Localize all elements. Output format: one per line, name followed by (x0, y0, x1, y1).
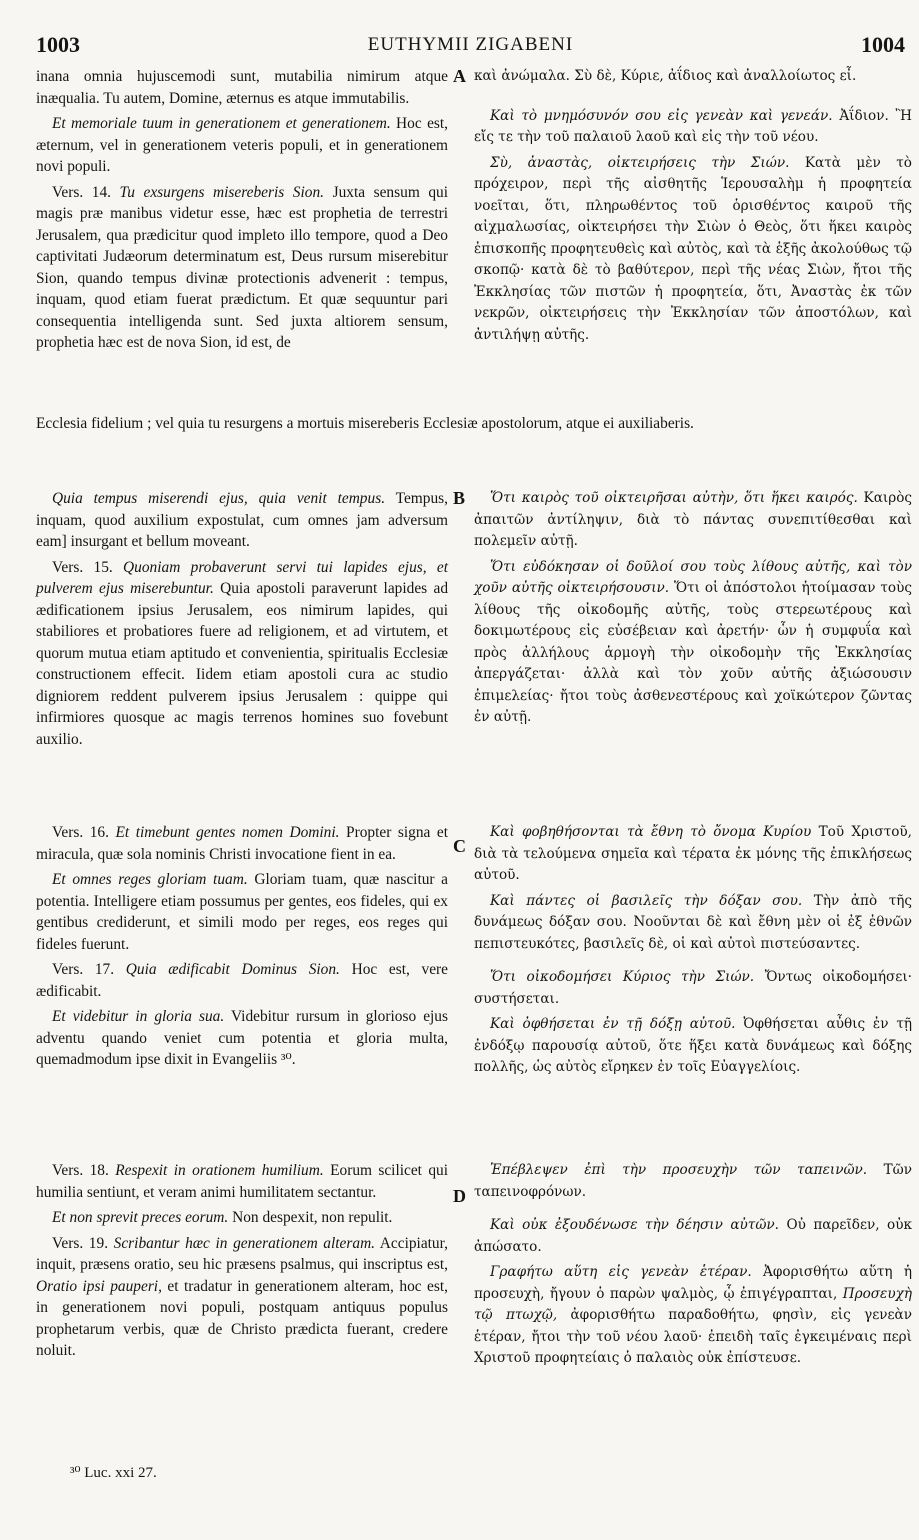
section-marker-d: D (453, 1186, 466, 1206)
latin-verse-14: Vers. 14. Tu exsurgens misereberis Sion. Juxta sensum qui magis præ manibus videtur esse, hæc est prophetia de terrestri Jerusalem, qua prædicitur quod impleto illo tempore, quod a Deo captivitati Judæorum determinatum est, Deus rursum miserebitur Sion, quando tempus divinæ protectionis advenerit : tempus, inquam, quod etiam fuerat prædictum. Et quæ sequuntur pari consequentia intelligenda sunt. Sed juxta altiorem sensum, prophetia hæc est de nova Sion, id est, de (36, 183, 448, 351)
latin-column-d (36, 1160, 448, 1366)
full-width-line: Ecclesia fidelium ; vel quia tu resurgens a mortuis misereberis Ecclesiæ apostolorum, atque ei auxiliaberis. (36, 415, 694, 432)
greek-paragraph: Καὶ οὐκ ἐξουδένωσε τὴν δέησιν αὐτῶν. Οὐ παρεῖδεν, οὐκ ἀπώσατο. (474, 1217, 913, 1255)
greek-paragraph: Καὶ πάντες οἱ βασιλεῖς τὴν δόξαν σου. Τὴν ἀπὸ τῆς δυνάμεως δόξαν σου. Νοοῦνται δὲ καὶ ἔθνη μὲν οἱ ἐξ ἐθνῶν πεπιστευκότες, βασιλεῖς δὲ, οἱ καὶ αὐτοὶ πιστεύσαντες. (474, 892, 912, 952)
greek-paragraph: Ὅτι καιρὸς τοῦ οἰκτειρῆσαι αὐτὴν, ὅτι ἥκει καιρός. Καιρὸς ἀπαιτῶν ἀντίληψιν, διὰ τὸ πάντας συνεπιτίθεσθαι καὶ πολεμεῖν αὐτῇ. (474, 490, 912, 549)
greek-paragraph: Ὅτι οἰκοδομήσει Κύριος τὴν Σιών. Ὄντως οἰκοδομήσει· συστήσεται. (474, 969, 912, 1007)
latin-verse-15: Vers. 15. Quoniam probaverunt servi tui lapides ejus, et pulverem ejus miserebuntur. Quia apostoli paraverunt lapides ad ædificationem ipsius Jerusalem, eos nimirum lapides, qui stabiliores et probatiores fuere ad religionem, et ad virtutem, et quorum mutua etiam aptitudo et convenientia, spiritualis Ecclesiæ constructionem effecit. Iidem etiam apostoli cura ac studio digniorem reddent pulverem ipsius Jerusalem : quippe qui infirmiores quosque ac magis terrenos homines suo fovebunt auxilio. (36, 558, 449, 748)
latin-column-b (36, 488, 448, 754)
greek-paragraph: Γραφήτω αὕτη εἰς γενεὰν ἑτέραν. Ἀφορισθήτω αὕτη ἡ προσευχὴ, ἤγουν ὁ παρὼν ψαλμὸς, ᾧ ἐπιγέγραπται, Προσευχὴ τῷ πτωχῷ, ἀφορισθήτω παραδοθήτω, φησὶν, εἰς γενεὰν ἑτέραν, ἤτοι τὴν τοῦ νέου λαοῦ· ἐπειδὴ ταῖς ἐγκειμέναις περὶ Χριστοῦ προφητείαις ὁ παλαιὸς οὐκ ἐπίστευσε. (474, 1264, 912, 1366)
latin-verse-17: Vers. 17. Quia ædificabit Dominus Sion. Hoc est, vere ædificabit. (36, 961, 448, 1000)
latin-column-a (36, 66, 448, 358)
latin-verse-16: Vers. 16. Et timebunt gentes nomen Domini. Propter signa et miracula, quæ sola nominis Christi invocatione fient in ea. (36, 824, 448, 863)
greek-paragraph: Ὅτι εὐδόκησαν οἱ δοῦλοί σου τοὺς λίθους αὐτῆς, καὶ τὸν χοῦν αὐτῆς οἰκτειρήσουσιν. Ὅτι οἱ ἀπόστολοι ἡτοίμασαν τοὺς λίθους τῆς οἰκοδομῆς αὐτῆς, τοὺς στερεωτέρους καὶ δοκιμωτέρους εἰς εὐσέβειαν καὶ ἀρετήν· ὧν ἡ συμφυΐα καὶ πρὸς ἀλλήλους ἁρμογὴ τὴν οἰκοδομὴν τῆς Ἐκκλησίας ἀπεργάζεται· ἀλλὰ καὶ τὸν χοῦν αὐτῆς ἀξιώσουσιν ἐπιμελείας· ἤτοι τοὺς ἀσθενεστέρους καὶ χοϊκώτερον ζῶντας ἐν αὐτῇ. (474, 558, 912, 725)
footnote: ³⁰ Luc. xxi 27. (70, 1465, 157, 1481)
greek-paragraph: καὶ ἀνώμαλα. Σὺ δὲ, Κύριε, ἀΐδιος καὶ ἀναλλοίωτος εἶ. (474, 68, 857, 84)
greek-column-b (474, 488, 912, 733)
greek-paragraph: Καὶ φοβηθήσονται τὰ ἔθνη τὸ ὄνομα Κυρίου Τοῦ Χριστοῦ, διὰ τὰ τελούμενα σημεῖα καὶ τέρατα ἐκ μόνης τῆς ἐπικλήσεως αὐτοῦ. (474, 824, 912, 883)
latin-verse-18: Vers. 18. Respexit in orationem humilium. Eorum scilicet qui humilia sentiunt, et veram animi humilitatem sectantur. (36, 1162, 448, 1201)
section-marker-b: B (453, 488, 466, 508)
section-marker-a: A (453, 66, 466, 86)
greek-column-a (474, 66, 912, 350)
running-title: EUTHYMII ZIGABENI (367, 34, 574, 55)
greek-paragraph: Ἐπέβλεψεν ἐπὶ τὴν προσευχὴν τῶν ταπεινῶν. Τῶν ταπεινοφρόνων. (474, 1162, 912, 1200)
greek-column-d (474, 1160, 912, 1374)
page-number-left: 1003 (36, 32, 80, 57)
latin-paragraph: Et omnes reges gloriam tuam. Gloriam tuam, quæ nascitur a potentia. Intelligere etiam possumus per gentes, eos fideles, qui ex gentibus crediderunt, et simili modo per reges, eos reges qui fideles fuerunt. (36, 871, 449, 953)
greek-column-c (474, 822, 912, 1083)
running-header (36, 32, 905, 62)
latin-paragraph: Et memoriale tuum in generationem et generationem. Hoc est, æternum, vel in generationem veteris populi, et in generationem novi populi. (36, 115, 449, 175)
greek-paragraph: Σὺ, ἀναστὰς, οἰκτειρήσεις τὴν Σιών. Κατὰ μὲν τὸ πρόχειρον, περὶ τῆς αἰσθητῆς Ἱερουσαλὴμ ἡ προφητεία νοεῖται, ὅτι, πληρωθέντος τοῦ ὁρισθέντος καιροῦ τῆς αἰχμαλωσίας, οἰκτειρήσει τὴν Σιὼν ὁ Θεὸς, ὅτι ἥκει καιρὸς ἐπισκοπῆς προφητευθεὶς καὶ αὐτὸς, καὶ τὰ ἑξῆς ἀκολούθως τῷ σκοπῷ· κατὰ δὲ τὸ βαθύτερον, περὶ τῆς νέας Σιὼν, ἤτοι τῆς Ἐκκλησίας τῶν πιστῶν ἡ προφητεία, ὅτι, Ἀναστὰς ἐκ τῶν νεκρῶν, οἰκτειρήσεις τὴν Ἐκκλησίαν τῶν ἀποστόλων, καὶ ἀντιλήψῃ αὐτῆς. (474, 154, 912, 343)
section-marker-c: C (453, 836, 466, 856)
latin-verse-19: Vers. 19. Scribantur hæc in generationem alteram. Accipiatur, inquit, præsens oratio, seu hic præsens psalmus, qui inscriptus est, Oratio ipsi pauperi, et tradatur in generationem alteram, hoc est, in generationem novi populi, postquam antiquus populus prophetarum verbis, quæ de Christo prædicta fuerant, credere noluit. (36, 1234, 448, 1359)
greek-paragraph: Καὶ ὀφθήσεται ἐν τῇ δόξῃ αὐτοῦ. Ὀφθήσεται αὖθις ἐν τῇ ἐνδόξῳ παρουσίᾳ αὐτοῦ, ὅτε ἥξει κατὰ δυνάμεως καὶ δόξης πολλῆς, ὡς αὐτὸς εἴρηκεν ἐν τοῖς Εὐαγγελίοις. (474, 1016, 912, 1075)
latin-paragraph: Et videbitur in gloria sua. Videbitur rursum in glorioso ejus adventu quando veniet cum potentia et gloria multa, quemadmodum ipse dixit in Evangeliis ³⁰. (36, 1008, 448, 1068)
latin-paragraph: inana omnia hujuscemodi sunt, mutabilia nimirum atque inæqualia. Tu autem, Domine, æternus es atque immutabilis. (36, 68, 448, 107)
latin-column-c (36, 822, 448, 1075)
latin-paragraph: Quia tempus miserendi ejus, quia venit tempus. Tempus, inquam, quod auxilium expostulat, cum omnes jam adversum eam] insurgant et bellum moveant. (36, 490, 448, 550)
page-number-right: 1004 (861, 32, 905, 57)
latin-paragraph: Et non sprevit preces eorum. Non despexit, non repulit. (52, 1209, 393, 1226)
greek-paragraph: Καὶ τὸ μνημόσυνόν σου εἰς γενεὰν καὶ γενεάν. Ἀΐδιον. Ἢ εἴς τε τὴν τοῦ παλαιοῦ λαοῦ καὶ εἰς τὴν τοῦ νέου. (474, 107, 913, 145)
